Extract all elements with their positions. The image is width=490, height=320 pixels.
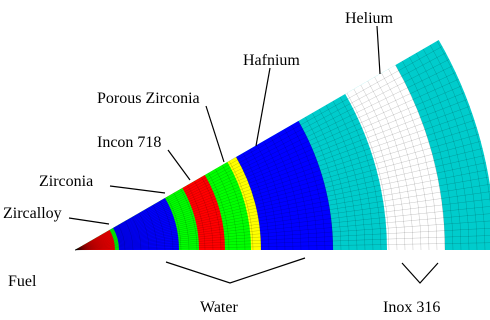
- leader-zircalloy: [69, 218, 109, 224]
- label-porous-zirconia: Porous Zirconia: [97, 90, 200, 107]
- leader-inox: [402, 263, 438, 283]
- label-zircalloy: Zircalloy: [3, 205, 62, 222]
- label-incon-718: Incon 718: [97, 134, 162, 151]
- label-water: Water: [200, 299, 238, 316]
- label-fuel: Fuel: [8, 273, 37, 290]
- leader-helium: [377, 26, 380, 74]
- label-helium: Helium: [345, 10, 393, 27]
- leader-incon: [168, 150, 190, 180]
- leader-hafnium: [256, 68, 270, 146]
- leader-zirconia: [110, 186, 165, 193]
- label-inox-316: Inox 316: [383, 299, 441, 316]
- leader-water: [166, 258, 305, 283]
- label-zirconia: Zirconia: [39, 173, 94, 190]
- label-hafnium: Hafnium: [243, 52, 300, 69]
- leader-porous-zirconia: [206, 106, 224, 162]
